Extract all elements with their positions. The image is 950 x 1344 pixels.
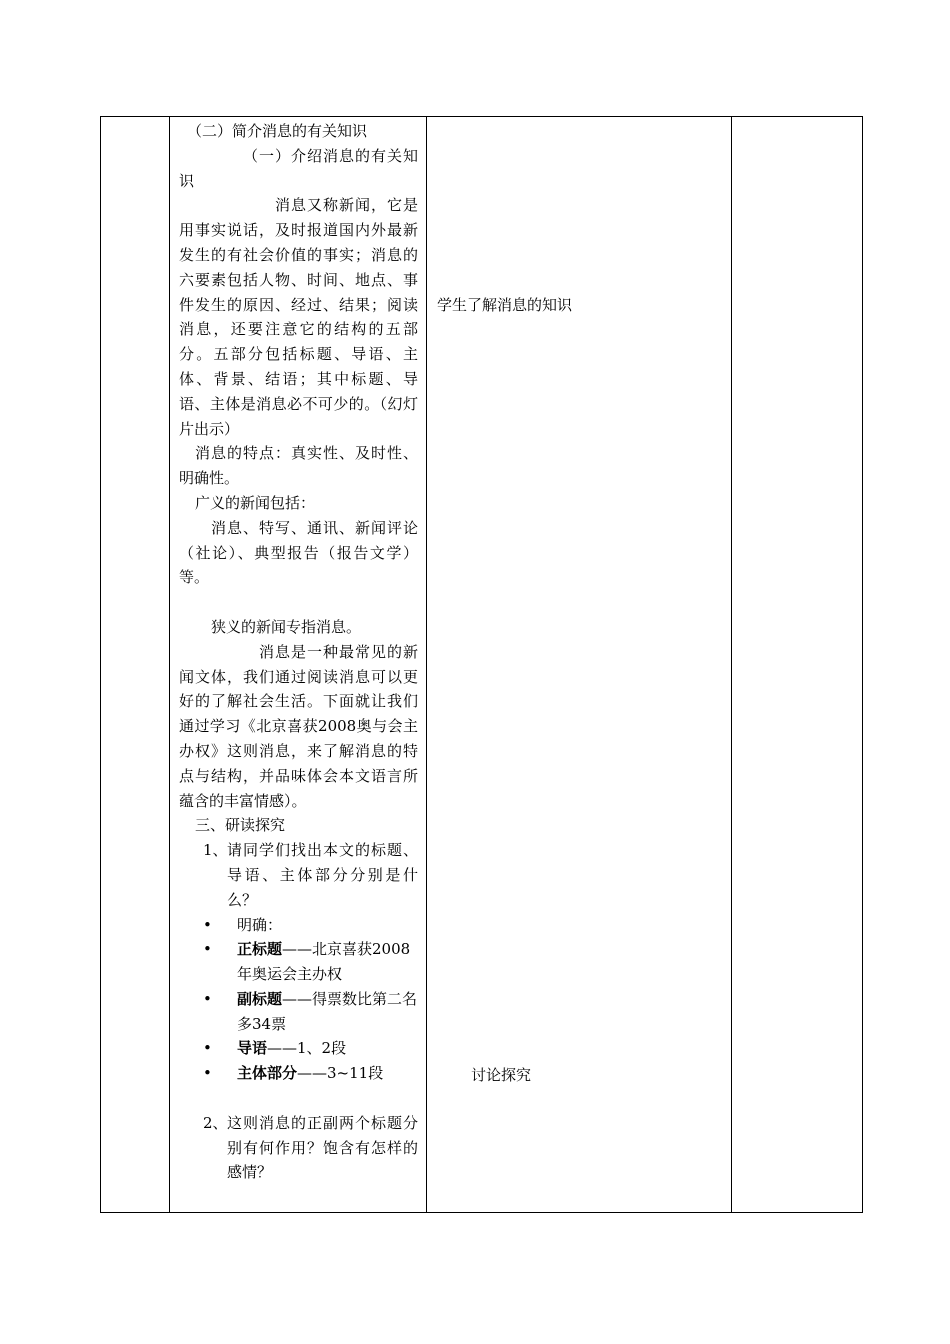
broad-news-heading: 广义的新闻包括： — [195, 493, 316, 512]
blank-line — [179, 1086, 418, 1111]
bullet-bold: 正标题 — [237, 940, 283, 959]
bullet-icon: • — [203, 915, 212, 934]
bullet-icon: • — [203, 989, 212, 1008]
empty-column-4 — [732, 117, 863, 1213]
bullet-text: ——1、2段 — [267, 1039, 347, 1058]
empty-column-1 — [101, 117, 170, 1213]
bullet-text: 明确： — [237, 915, 283, 934]
section-heading: （二）简介消息的有关知识 — [187, 122, 368, 140]
question-2 — [179, 1111, 418, 1185]
narrow-news-paragraph: 狭义的新闻专指消息。 — [211, 617, 362, 636]
blank-line — [179, 590, 418, 615]
student-activity-cell — [427, 117, 732, 1213]
bullet-bold: 导语 — [237, 1039, 268, 1058]
question-text: 请同学们找出本文的标题、导语、主体部分分别是什么？ — [227, 841, 418, 909]
list-item — [179, 1061, 418, 1086]
question-number: 1、 — [203, 841, 228, 860]
bullet-text: ——得票数比第二名多34票 — [237, 989, 418, 1033]
bullet-text: ——北京喜获2008年奥运会主办权 — [237, 940, 411, 984]
teaching-content — [170, 117, 426, 1185]
bullet-bold: 副标题 — [237, 989, 283, 1008]
student-activity-note-1: 学生了解消息的知识 — [437, 296, 573, 314]
answer-bullet-list — [179, 913, 418, 1087]
question-text: 这则消息的正副两个标题分别有何作用？饱含有怎样的感情？ — [227, 1113, 418, 1182]
bullet-icon: • — [203, 1064, 212, 1083]
list-item — [179, 1036, 418, 1061]
list-item — [179, 937, 418, 987]
news-definition-paragraph: 消息又称新闻，它是用事实说话，及时报道国内外最新发生的有社会价值的事实；消息的六要素包括人物、时间、地点、事件发生的原因、经过、结果；阅读消息，还要注意它的结构的五部分。五部分包括标题、导语、主体、背景、结语；其中标题、导语、主体是消息必不可少的。（幻灯片出示） — [179, 196, 418, 438]
news-features-paragraph: 消息的特点：真实性、及时性、明确性。 — [179, 444, 418, 488]
broad-news-list: 消息、特写、通讯、新闻评论（社论）、典型报告（报告文学）等。 — [179, 518, 418, 587]
table-row — [101, 117, 863, 1213]
intro-paragraph: 消息是一种最常见的新闻文体，我们通过阅读消息可以更好的了解社会生活。下面就让我们通过学习《北京喜获2008奥与会主办权》这则消息，来了解消息的特点与结构，并品味体会本文语言所蕴含的丰富情感）。 — [179, 642, 418, 810]
bullet-bold: 主体部分 — [237, 1064, 298, 1083]
list-item — [179, 987, 418, 1037]
section-heading-research: 三、研读探究 — [195, 816, 286, 835]
question-number: 2、 — [203, 1113, 228, 1132]
list-item — [179, 913, 418, 938]
subsection-heading: （一）介绍消息的有关知识 — [179, 146, 418, 190]
question-1 — [179, 838, 418, 912]
bullet-text: ——3~11段 — [297, 1064, 384, 1083]
bullet-icon: • — [203, 1039, 212, 1058]
student-activity-note-2: 讨论探究 — [471, 1066, 532, 1084]
bullet-icon: • — [203, 940, 212, 959]
lesson-plan-table — [100, 116, 863, 1213]
teaching-content-cell — [170, 117, 427, 1213]
